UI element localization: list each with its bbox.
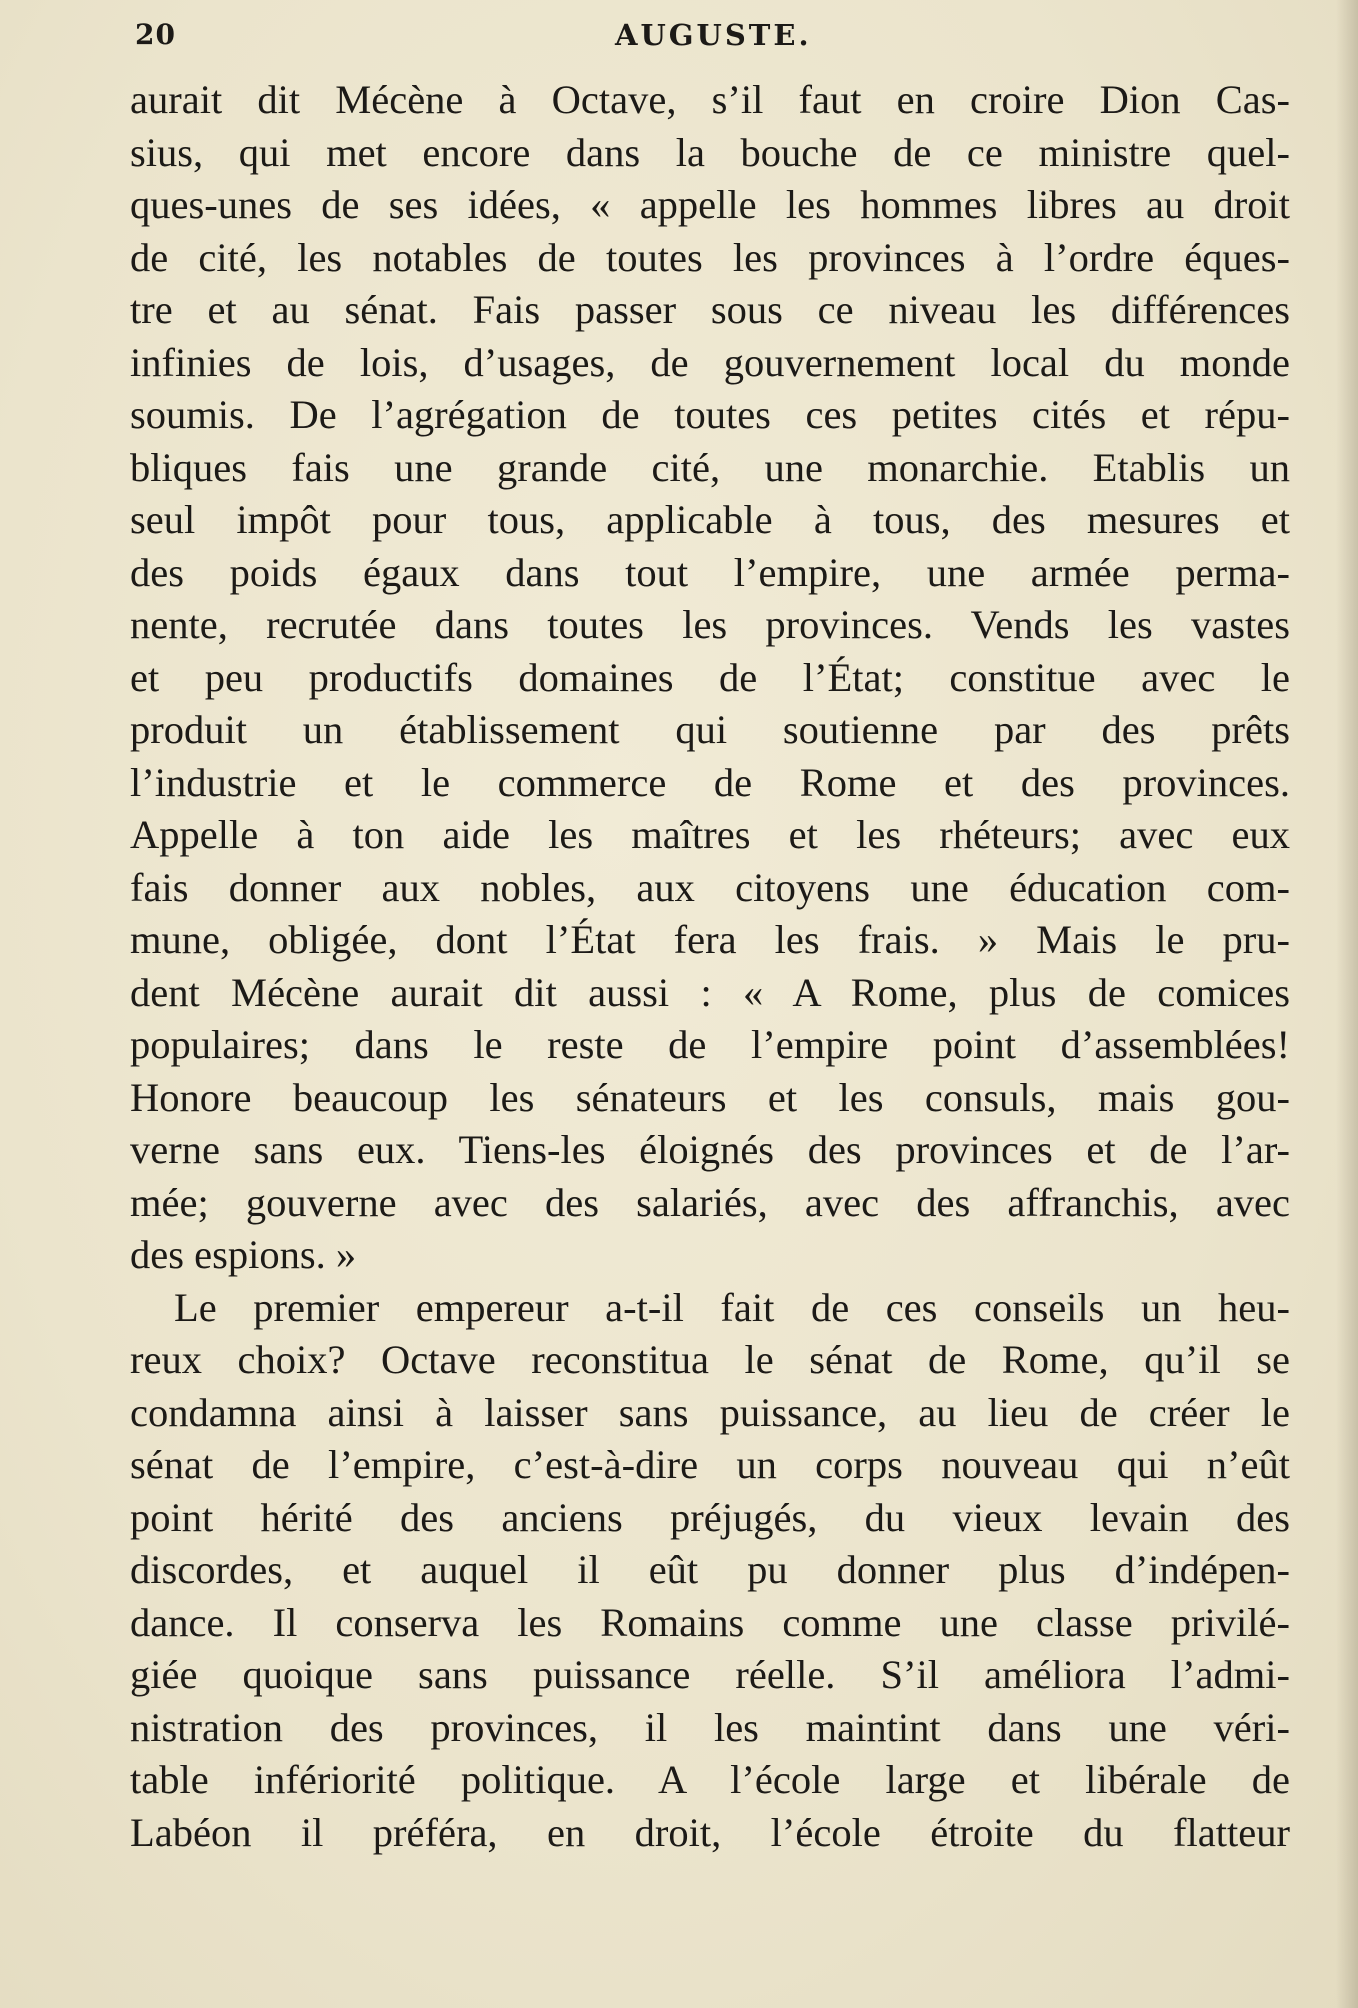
text-line: sius, qui met encore dans la bouche de ce ministre quel-: [130, 129, 1290, 175]
text-line: bliques fais une grande cité, une monarchie. Etablis un: [130, 444, 1290, 490]
text-line: aurait dit Mécène à Octave, s’il faut en croire Dion Cas-: [130, 77, 1290, 122]
text-line: ques-unes de ses idées, « appelle les hommes libres au droit: [130, 182, 1290, 227]
text-line: discordes, et auquel il eût pu donner plus d’indépen-: [130, 1547, 1290, 1592]
text-line: Labéon il préféra, en droit, l’école étroite du flatteur: [130, 1809, 1290, 1855]
text-line: reux choix? Octave reconstitua le sénat de Rome, qu’il se: [130, 1337, 1290, 1382]
text-line: point hérité des anciens préjugés, du vieux levain des: [130, 1494, 1290, 1540]
text-line: des poids égaux dans tout l’empire, une armée perma-: [130, 549, 1290, 595]
paragraph-end-line: des espions. »: [130, 1232, 357, 1277]
text-line: sénat de l’empire, c’est-à-dire un corps nouveau qui n’eût: [130, 1442, 1290, 1487]
text-line: produit un établissement qui soutienne par des prêts: [130, 707, 1290, 752]
page-header: [135, 18, 1275, 58]
text-line: table infériorité politique. A l’école large et libérale de: [130, 1757, 1290, 1802]
text-line: giée quoique sans puissance réelle. S’il améliora l’admi-: [130, 1652, 1290, 1697]
text-line: seul impôt pour tous, applicable à tous, des mesures et: [130, 497, 1290, 542]
text-line: dance. Il conserva les Romains comme une classe privilé-: [130, 1599, 1290, 1645]
paragraph-start-line: Le premier empereur a-t-il fait de ces conseils un heu-: [174, 1284, 1290, 1330]
text-line: Honore beaucoup les sénateurs et les consuls, mais gou-: [130, 1074, 1290, 1120]
running-head: AUGUSTE.: [615, 18, 812, 52]
text-line: verne sans eux. Tiens-les éloignés des provinces et de l’ar-: [130, 1127, 1290, 1172]
text-line: soumis. De l’agrégation de toutes ces petites cités et répu-: [130, 392, 1290, 437]
text-line: tre et au sénat. Fais passer sous ce niveau les différences: [130, 287, 1290, 332]
body-text: [130, 74, 1290, 1859]
text-line: populaires; dans le reste de l’empire point d’assemblées!: [130, 1022, 1290, 1067]
page-edge-shadow: [1336, 0, 1358, 2008]
text-line: fais donner aux nobles, aux citoyens une éducation com-: [130, 864, 1290, 910]
text-line: l’industrie et le commerce de Rome et des provinces.: [130, 759, 1290, 805]
text-line: infinies de lois, d’usages, de gouvernement local du monde: [130, 339, 1290, 385]
text-line: nistration des provinces, il les maintint dans une véri-: [130, 1704, 1290, 1750]
text-line: nente, recrutée dans toutes les provinces. Vends les vastes: [130, 602, 1290, 647]
text-line: dent Mécène aurait dit aussi : « A Rome, plus de comices: [130, 969, 1290, 1015]
text-line: mée; gouverne avec des salariés, avec des affranchis, avec: [130, 1179, 1290, 1225]
text-line: mune, obligée, dont l’État fera les frais. » Mais le pru-: [130, 917, 1290, 962]
text-line: de cité, les notables de toutes les provinces à l’ordre éques-: [130, 234, 1290, 280]
text-line: Appelle à ton aide les maîtres et les rhéteurs; avec eux: [130, 812, 1290, 857]
page-number: 20: [135, 18, 176, 51]
text-line: condamna ainsi à laisser sans puissance, au lieu de créer le: [130, 1389, 1290, 1435]
text-line: et peu productifs domaines de l’État; constitue avec le: [130, 654, 1290, 700]
